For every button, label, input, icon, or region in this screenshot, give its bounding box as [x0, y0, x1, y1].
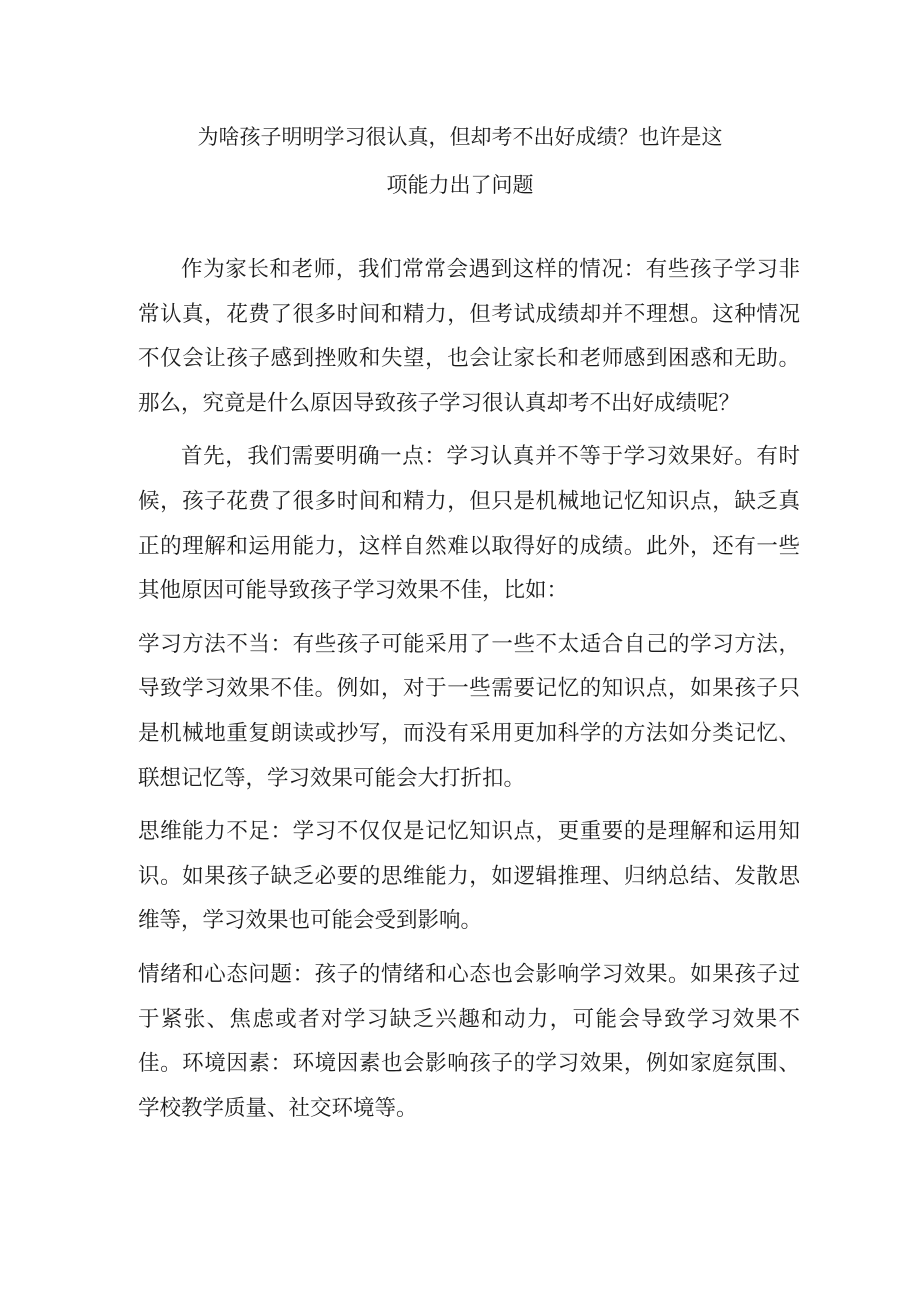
paragraph-intro: 作为家长和老师，我们常常会遇到这样的情况：有些孩子学习非常认真，花费了很多时间和精力，但考试成绩却并不理想。这种情况不仅会让孩子感到挫败和失望，也会让家长和老师感到困惑和无助。那么，究竟是什么原因导致孩子学习很认真却考不出好成绩呢？ — [138, 257, 800, 416]
document-body — [138, 248, 800, 1140]
paragraph-emotion-environment: 情绪和心态问题：孩子的情绪和心态也会影响学习效果。如果孩子过于紧张、焦虑或者对学习缺乏兴趣和动力，可能会导致学习效果不佳。环境因素：环境因素也会影响孩子的学习效果，例如家庭氛围、学校教学质量、社交环境等。 — [138, 961, 800, 1121]
paragraph-thinking-ability: 思维能力不足：学习不仅仅是记忆知识点，更重要的是理解和运用知识。如果孩子缺乏必要的思维能力，如逻辑推理、归纳总结、发散思维等，学习效果也可能会受到影响。 — [138, 819, 800, 934]
document-title-line-2: 项能力出了问题 — [386, 173, 534, 197]
paragraph-first-point: 首先，我们需要明确一点：学习认真并不等于学习效果好。有时候，孩子花费了很多时间和精力，但只是机械地记忆知识点，缺乏真正的理解和运用能力，这样自然难以取得好的成绩。此外，还有一些其他原因可能导致孩子学习效果不佳，比如： — [138, 444, 800, 604]
document-title-line-1: 为啥孩子明明学习很认真，但却考不出好成绩？也许是这 — [197, 125, 723, 149]
paragraph-study-method: 学习方法不当：有些孩子可能采用了一些不太适合自己的学习方法，导致学习效果不佳。例如，对于一些需要记忆的知识点，如果孩子只是机械地重复朗读或抄写，而没有采用更加科学的方法如分类记忆、联想记忆等，学习效果可能会大打折扣。 — [138, 631, 800, 791]
